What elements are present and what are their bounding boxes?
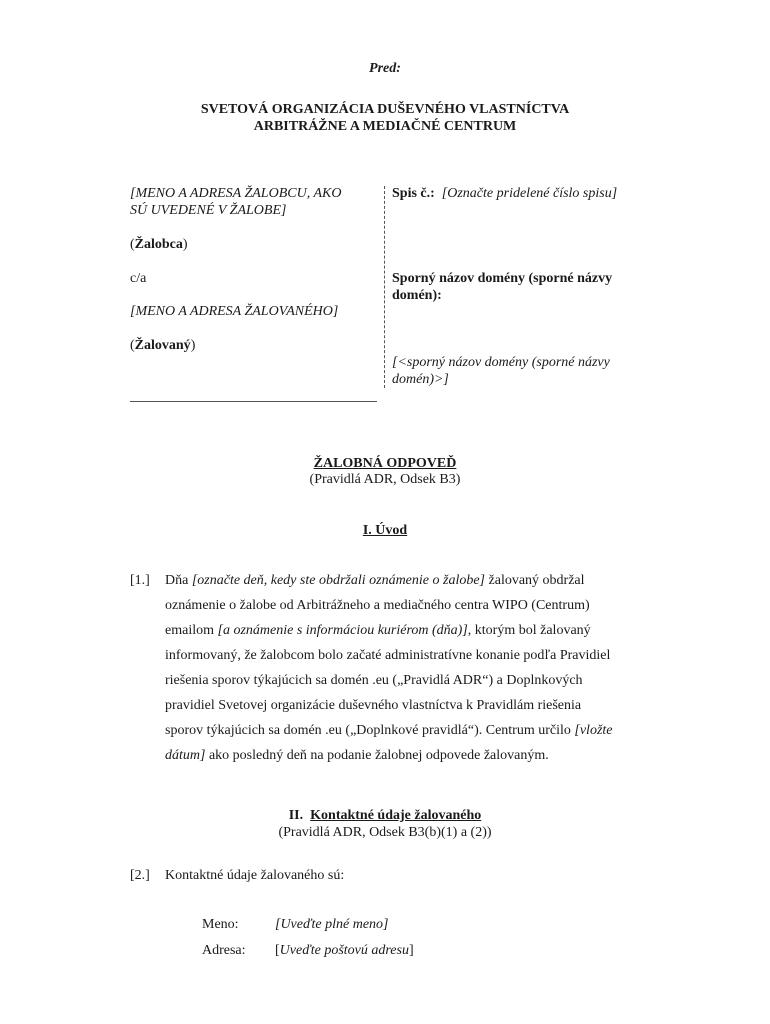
party-underline [130, 401, 377, 402]
section-2-heading [0, 808, 770, 824]
p1-line2: oznámenie o žalobe od Arbitrážneho a mediačného centra WIPO (Centrum) [165, 598, 590, 613]
complainant-placeholder-1: [MENO A ADRESA ŽALOBCU, AKO [130, 186, 342, 201]
document-subtitle: (Pravidlá ADR, Odsek B3) [309, 472, 461, 487]
file-number-placeholder: [Označte pridelené číslo spisu] [441, 186, 618, 201]
p1-line7: sporov týkajúcich sa domén .eu („Doplnkové pravidlá“). Centrum určilo [vložte [165, 723, 613, 738]
file-number-label: Spis č.: [392, 186, 435, 201]
section-1-heading: I. Úvod [362, 523, 408, 538]
before-label: Pred: [369, 61, 401, 76]
p1-line6: pravidiel Svetovej organizácie duševného vlastníctva k Pravidlám riešenia [165, 698, 582, 713]
domain-placeholder-1: [<sporný názov domény (sporné názvy [392, 355, 610, 370]
domain-placeholder-2: domén)>] [392, 372, 449, 387]
address-label: Adresa: [202, 943, 246, 958]
org-name-line1: SVETOVÁ ORGANIZÁCIA DUŠEVNÉHO VLASTNÍCTVA [200, 102, 570, 117]
party-divider [384, 186, 385, 388]
paragraph-1-number: [1.] [130, 573, 150, 588]
complainant-label: (Žalobca) [130, 237, 188, 252]
section-2-subtitle: (Pravidlá ADR, Odsek B3(b)(1) a (2)) [278, 825, 492, 840]
paragraph-2-number: [2.] [130, 868, 150, 883]
respondent-label-text: Žalovaný [134, 338, 191, 353]
p1-line1: Dňa [označte deň, kedy ste obdržali oznámenie o žalobe] žalovaný obdržal [165, 573, 585, 588]
complainant-label-text: Žalobca [134, 237, 183, 252]
p1-line3: emailom [a oznámenie s informáciou kuriérom (dňa)], ktorým bol žalovaný [165, 623, 591, 638]
org-name-line2: ARBITRÁŽNE A MEDIAČNÉ CENTRUM [253, 119, 517, 134]
p1-line4: informovaný, že žalobcom bolo začaté administratívne konanie podľa Pravidiel [165, 648, 611, 663]
name-label: Meno: [202, 917, 239, 932]
section-2-title: Kontaktné údaje žalovaného [310, 808, 482, 823]
p1-line5: riešenia sporov týkajúcich sa domén .eu („Pravidlá ADR“) a Doplnkových [165, 673, 583, 688]
name-value: [Uveďte plné meno] [275, 917, 389, 932]
file-number-row [392, 186, 617, 202]
versus-label: c/a [130, 271, 147, 286]
address-value: [Uveďte poštovú adresu] [275, 943, 414, 958]
p1-line8: dátum] ako posledný deň na podanie žalobnej odpovede žalovaným. [165, 748, 549, 763]
respondent-label: (Žalovaný) [130, 338, 196, 353]
paragraph-2-intro: Kontaktné údaje žalovaného sú: [165, 868, 345, 883]
paragraph-1 [165, 568, 670, 768]
section-2-number: II. [288, 808, 304, 823]
domain-label-1: Sporný názov domény (sporné názvy [392, 271, 613, 286]
respondent-placeholder: [MENO A ADRESA ŽALOVANÉHO] [130, 304, 339, 319]
document-title: ŽALOBNÁ ODPOVEĎ [313, 456, 457, 471]
domain-label-2: domén): [392, 288, 442, 303]
complainant-placeholder-2: SÚ UVEDENÉ V ŽALOBE] [130, 203, 287, 218]
